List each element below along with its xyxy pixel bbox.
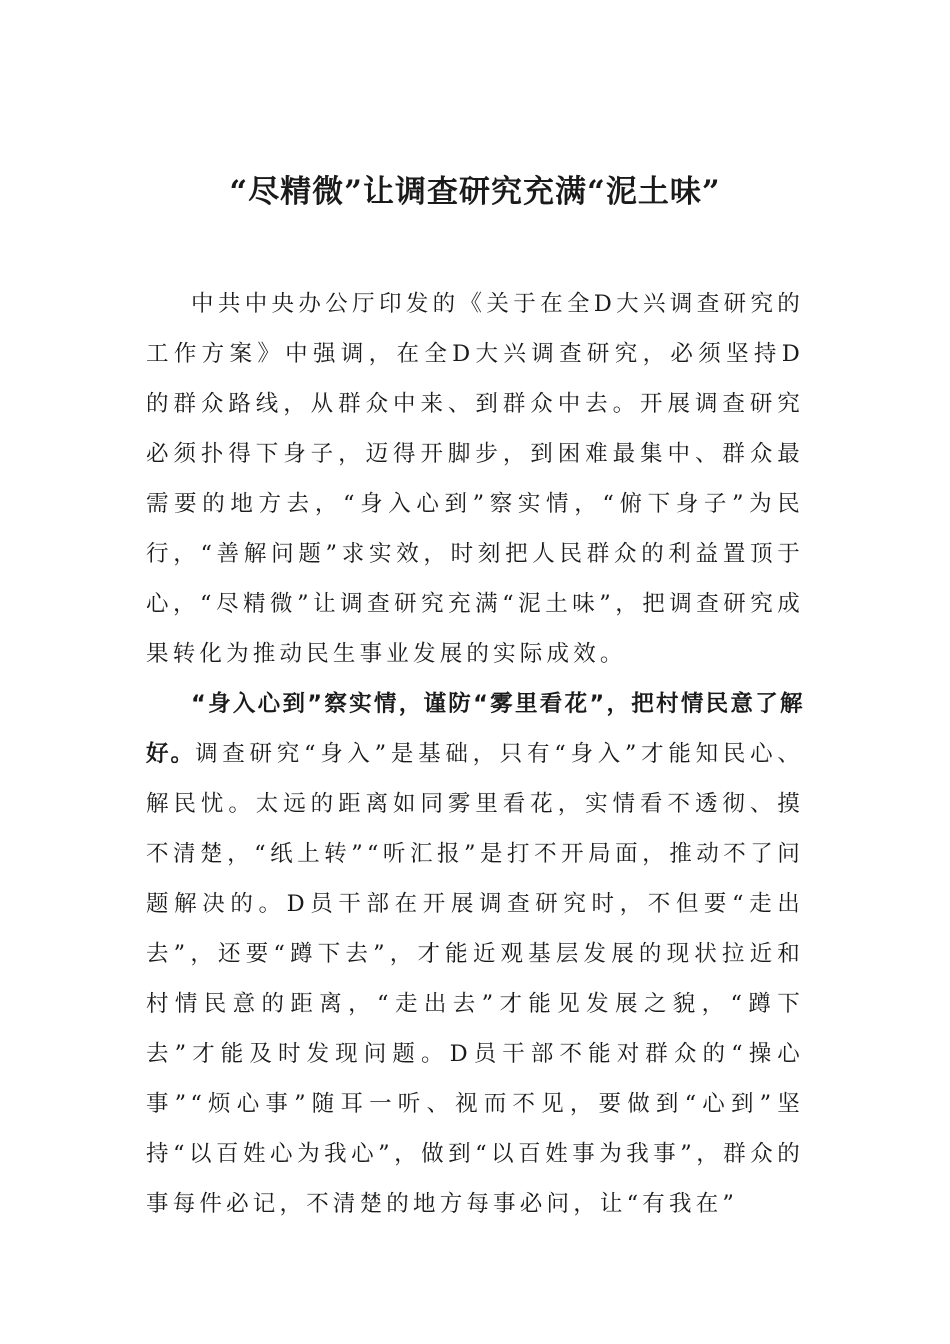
document-body <box>146 279 804 1229</box>
paragraph-section-1 <box>146 679 804 1229</box>
paragraph-lead: “身入心到”察实情，谨防“雾里看花”，把村情民意了解好。 <box>146 691 804 767</box>
paragraph-intro <box>146 279 804 679</box>
paragraph-text: 中共中央办公厅印发的《关于在全D大兴调查研究的工作方案》中强调，在全D大兴调查研究，必须坚持D的群众路线，从群众中来、到群众中去。开展调查研究必须扑得下身子，迈得开脚步，到困难最集中、群众最需要的地方去，“身入心到”察实情，“俯下身子”为民行，“善解问题”求实效，时刻把人民群众的利益置顶于心，“尽精微”让调查研究充满“泥土味”，把调查研究成果转化为推动民生事业发展的实际成效。 <box>146 291 804 667</box>
paragraph-text: 调查研究“身入”是基础，只有“身入”才能知民心、解民忧。太远的距离如同雾里看花，实情看不透彻、摸不清楚，“纸上转”“听汇报”是打不开局面，推动不了问题解决的。D员干部在开展调查研究时，不但要“走出去”，还要“蹲下去”，才能近观基层发展的现状拉近和村情民意的距离，“走出去”才能见发展之貌，“蹲下去”才能及时发现问题。D员干部不能对群众的“操心事”“烦心事”随耳一听、视而不见，要做到“心到”坚持“以百姓心为我心”，做到“以百姓事为我事”，群众的事每件必记，不清楚的地方每事必问，让“有我在” <box>146 741 804 1217</box>
document-title: “尽精微”让调查研究充满“泥土味” <box>229 174 721 210</box>
